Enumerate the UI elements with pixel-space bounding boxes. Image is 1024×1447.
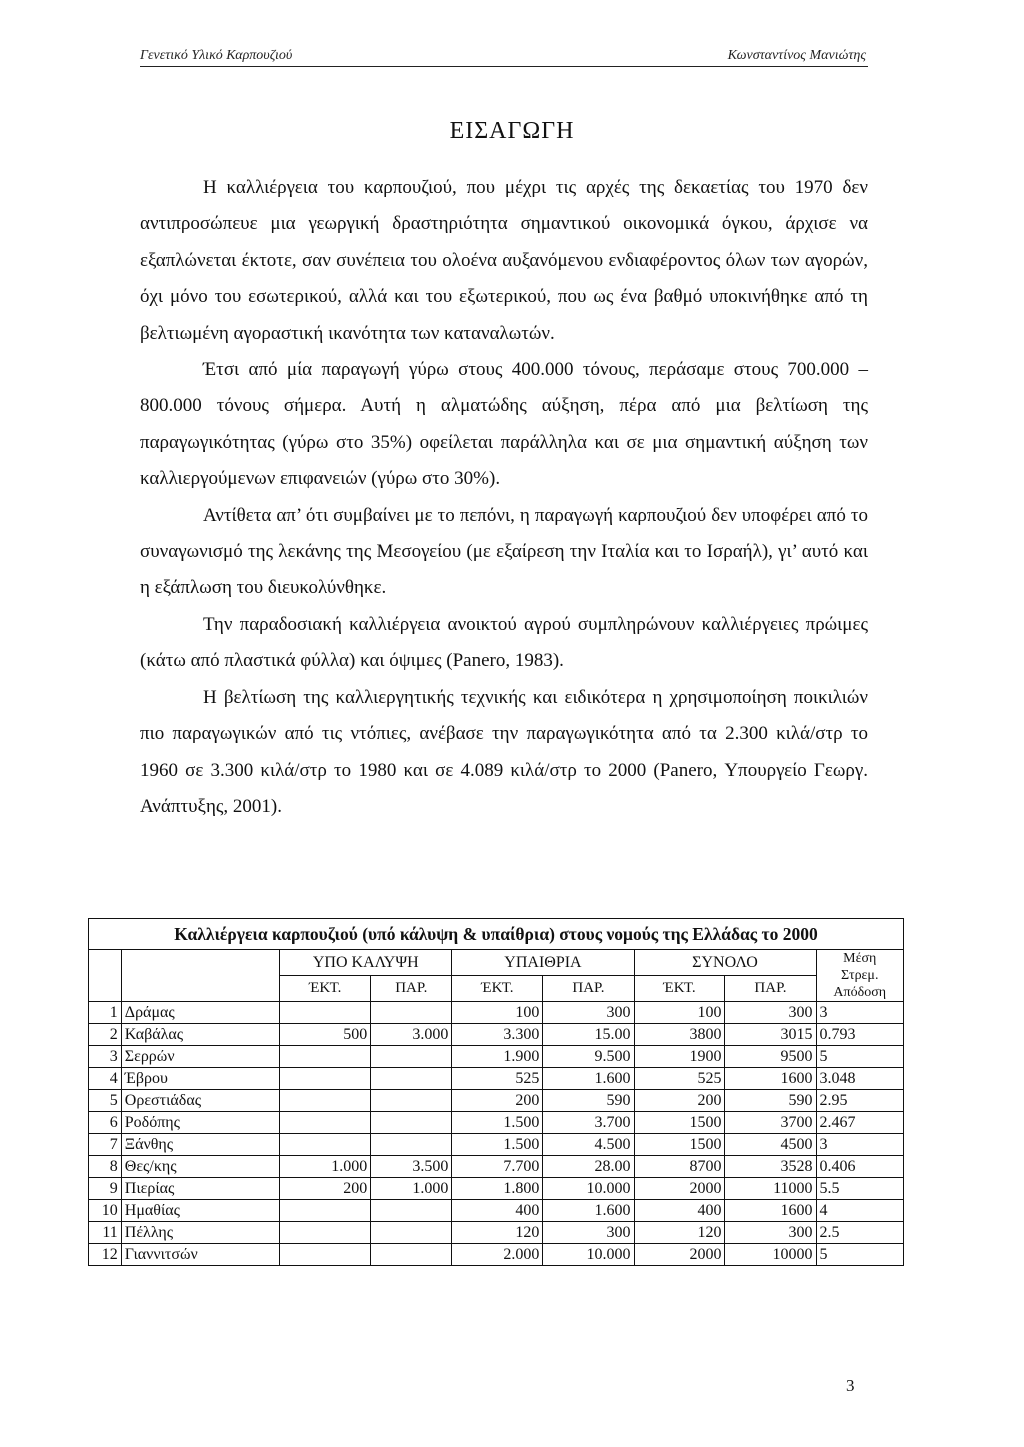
prefecture-name: Πιερίας [121,1178,279,1200]
total-area: 3800 [634,1024,725,1046]
total-production: 3528 [725,1156,816,1178]
outdoor-area: 3.300 [452,1024,543,1046]
covered-area [280,1134,371,1156]
total-production: 10000 [725,1244,816,1266]
covered-production [371,1112,452,1134]
average-yield: 0.406 [816,1156,904,1178]
yield-header-line: Απόδοση [833,985,887,1000]
covered-production [371,1090,452,1112]
total-production: 9500 [725,1046,816,1068]
total-area: 200 [634,1090,725,1112]
total-production: 1600 [725,1200,816,1222]
row-index: 8 [89,1156,122,1178]
paragraph: Έτσι από μία παραγωγή γύρω στους 400.000 τόνους, περάσαμε στους 700.000 – 800.000 τόνους σήμερα. Αυτή η αλματώδης αύξηση, πέρα από μια βελτίωση της παραγωγικότητας (γύρω στο 35%) οφείλεται παράλληλα και σε μια σημαντική αύξηση των καλλιεργούμενων επιφανειών (γύρω στο 30%). [140,359,868,490]
prefecture-name: Γιαννιτσών [121,1244,279,1266]
outdoor-area: 1.500 [452,1112,543,1134]
covered-production: 1.000 [371,1178,452,1200]
header-right: Κωνσταντίνος Μανιώτης [727,48,866,63]
covered-area [280,1068,371,1090]
table-row [89,1222,904,1244]
outdoor-area: 7.700 [452,1156,543,1178]
sub-header-area: ΈΚΤ. [634,976,725,1002]
yield-header [816,950,904,1002]
total-area: 100 [634,1002,725,1024]
sub-header-production: ΠΑΡ. [725,976,816,1002]
sub-header-area: ΈΚΤ. [452,976,543,1002]
row-index: 1 [89,1002,122,1024]
total-area: 8700 [634,1156,725,1178]
covered-area [280,1200,371,1222]
covered-production: 3.000 [371,1024,452,1046]
outdoor-production: 4.500 [543,1134,634,1156]
header-blank [89,950,122,1002]
prefecture-name: Θες/κης [121,1156,279,1178]
prefecture-name: Πέλλης [121,1222,279,1244]
total-production: 300 [725,1002,816,1024]
prefecture-name: Ορεστιάδας [121,1090,279,1112]
table-row [89,1134,904,1156]
outdoor-area: 1.900 [452,1046,543,1068]
table-row [89,1156,904,1178]
outdoor-production: 10.000 [543,1244,634,1266]
covered-production [371,1046,452,1068]
outdoor-production: 300 [543,1002,634,1024]
total-production: 3700 [725,1112,816,1134]
prefecture-name: Ημαθίας [121,1200,279,1222]
average-yield: 5 [816,1244,904,1266]
sub-header-production: ΠΑΡ. [543,976,634,1002]
outdoor-production: 3.700 [543,1112,634,1134]
header-blank [121,950,279,1002]
row-index: 10 [89,1200,122,1222]
table-row [89,1200,904,1222]
average-yield: 5.5 [816,1178,904,1200]
sub-header-area: ΈΚΤ. [280,976,371,1002]
average-yield: 4 [816,1200,904,1222]
average-yield: 2.5 [816,1222,904,1244]
row-index: 6 [89,1112,122,1134]
sub-header-production: ΠΑΡ. [371,976,452,1002]
outdoor-production: 15.00 [543,1024,634,1046]
row-index: 5 [89,1090,122,1112]
average-yield: 3.048 [816,1068,904,1090]
covered-production [371,1002,452,1024]
table-row [89,1068,904,1090]
paragraph: Αντίθετα απ’ ότι συμβαίνει με το πεπόνι, η παραγωγή καρπουζιού δεν υποφέρει από το συναγωνισμό της λεκάνης της Μεσογείου (με εξαίρεση την Ιταλία και το Ισραήλ), γι’ αυτό και η εξάπλωση του διευκολύνθηκε. [140,504,868,599]
table-row [89,1024,904,1046]
page-title: ΕΙΣΑΓΩΓΗ [449,118,575,144]
body-text [140,170,868,825]
paragraph: Την παραδοσιακή καλλιέργεια ανοικτού αγρού συμπληρώνουν καλλιέργειες πρώιμες (κάτω από πλαστικά φύλλα) και όψιμες (Panero, 1983). [140,613,868,672]
paragraph: Η καλλιέργεια του καρπουζιού, που μέχρι τις αρχές της δεκαετίας του 1970 δεν αντιπροσώπευε μια γεωργική δραστηριότητα σημαντικού οικονομικά όγκου, άρχισε να εξαπλώνεται έκτοτε, σαν συνέπεια του ολοένα αυξανόμενου ενδιαφέροντος όλων των αγορών, όχι μόνο του εσωτερικού, αλλά και του εξωτερικού, που ως ένα βαθμό υποκινήθηκε από τη βελτιωμένη αγοραστική ικανότητα των καταναλωτών. [140,177,868,344]
total-area: 525 [634,1068,725,1090]
covered-area: 500 [280,1024,371,1046]
outdoor-production: 10.000 [543,1178,634,1200]
total-area: 1900 [634,1046,725,1068]
table-row [89,1178,904,1200]
header-rule [140,66,868,67]
outdoor-production: 1.600 [543,1068,634,1090]
row-index: 9 [89,1178,122,1200]
covered-production [371,1222,452,1244]
total-production: 4500 [725,1134,816,1156]
total-production: 300 [725,1222,816,1244]
outdoor-area: 2.000 [452,1244,543,1266]
outdoor-area: 1.800 [452,1178,543,1200]
covered-production [371,1134,452,1156]
prefecture-name: Δράμας [121,1002,279,1024]
covered-area [280,1112,371,1134]
covered-production [371,1200,452,1222]
table-caption: Καλλιέργεια καρπουζιού (υπό κάλυψη & υπαίθρια) στους νομούς της Ελλάδας το 2000 [89,919,904,950]
outdoor-area: 1.500 [452,1134,543,1156]
table-row [89,1046,904,1068]
table-row [89,1112,904,1134]
prefecture-name: Καβάλας [121,1024,279,1046]
outdoor-area: 400 [452,1200,543,1222]
covered-production: 3.500 [371,1156,452,1178]
group-header-outdoor: ΥΠΑΙΘΡΙΑ [452,950,634,976]
prefecture-name: Σερρών [121,1046,279,1068]
outdoor-production: 1.600 [543,1200,634,1222]
outdoor-area: 120 [452,1222,543,1244]
outdoor-area: 200 [452,1090,543,1112]
total-area: 1500 [634,1134,725,1156]
prefecture-name: Έβρου [121,1068,279,1090]
paragraph: Η βελτίωση της καλλιεργητικής τεχνικής και ειδικότερα η χρησιμοποίηση ποικιλιών πιο παραγωγικών από τις ντόπιες, ανέβασε την παραγωγικότητα από τα 2.300 κιλά/στρ το 1960 σε 3.300 κιλά/στρ το 1980 και σε 4.089 κιλά/στρ το 2000 (Panero, Υπουργείο Γεωργ. Ανάπτυξης, 2001). [140,686,868,817]
covered-area: 1.000 [280,1156,371,1178]
outdoor-production: 28.00 [543,1156,634,1178]
outdoor-area: 525 [452,1068,543,1090]
outdoor-area: 100 [452,1002,543,1024]
average-yield: 3 [816,1134,904,1156]
row-index: 3 [89,1046,122,1068]
covered-production [371,1068,452,1090]
header-left: Γενετικό Υλικό Καρπουζιού [140,48,293,63]
total-area: 2000 [634,1178,725,1200]
group-header-covered: ΥΠΟ ΚΑΛΥΨΗ [280,950,452,976]
covered-area [280,1046,371,1068]
covered-area: 200 [280,1178,371,1200]
total-area: 2000 [634,1244,725,1266]
total-area: 120 [634,1222,725,1244]
group-header-total: ΣΥΝΟΛΟ [634,950,816,976]
table-row [89,1002,904,1024]
covered-production [371,1244,452,1266]
average-yield: 2.467 [816,1112,904,1134]
covered-area [280,1002,371,1024]
row-index: 2 [89,1024,122,1046]
average-yield: 5 [816,1046,904,1068]
table-row [89,1244,904,1266]
outdoor-production: 300 [543,1222,634,1244]
yield-header-line: Μέση [843,951,877,966]
total-area: 1500 [634,1112,725,1134]
covered-area [280,1090,371,1112]
row-index: 11 [89,1222,122,1244]
crops-table [88,918,904,1266]
total-production: 1600 [725,1068,816,1090]
prefecture-name: Ροδόπης [121,1112,279,1134]
total-area: 400 [634,1200,725,1222]
outdoor-production: 590 [543,1090,634,1112]
covered-area [280,1244,371,1266]
average-yield: 0.793 [816,1024,904,1046]
outdoor-production: 9.500 [543,1046,634,1068]
total-production: 11000 [725,1178,816,1200]
average-yield: 2.95 [816,1090,904,1112]
total-production: 3015 [725,1024,816,1046]
average-yield: 3 [816,1002,904,1024]
covered-area [280,1222,371,1244]
prefecture-name: Ξάνθης [121,1134,279,1156]
page-number: 3 [846,1376,855,1395]
table-body [89,1002,904,1266]
yield-header-line: Στρεμ. [841,968,879,983]
row-index: 4 [89,1068,122,1090]
row-index: 12 [89,1244,122,1266]
total-production: 590 [725,1090,816,1112]
table-row [89,1090,904,1112]
row-index: 7 [89,1134,122,1156]
